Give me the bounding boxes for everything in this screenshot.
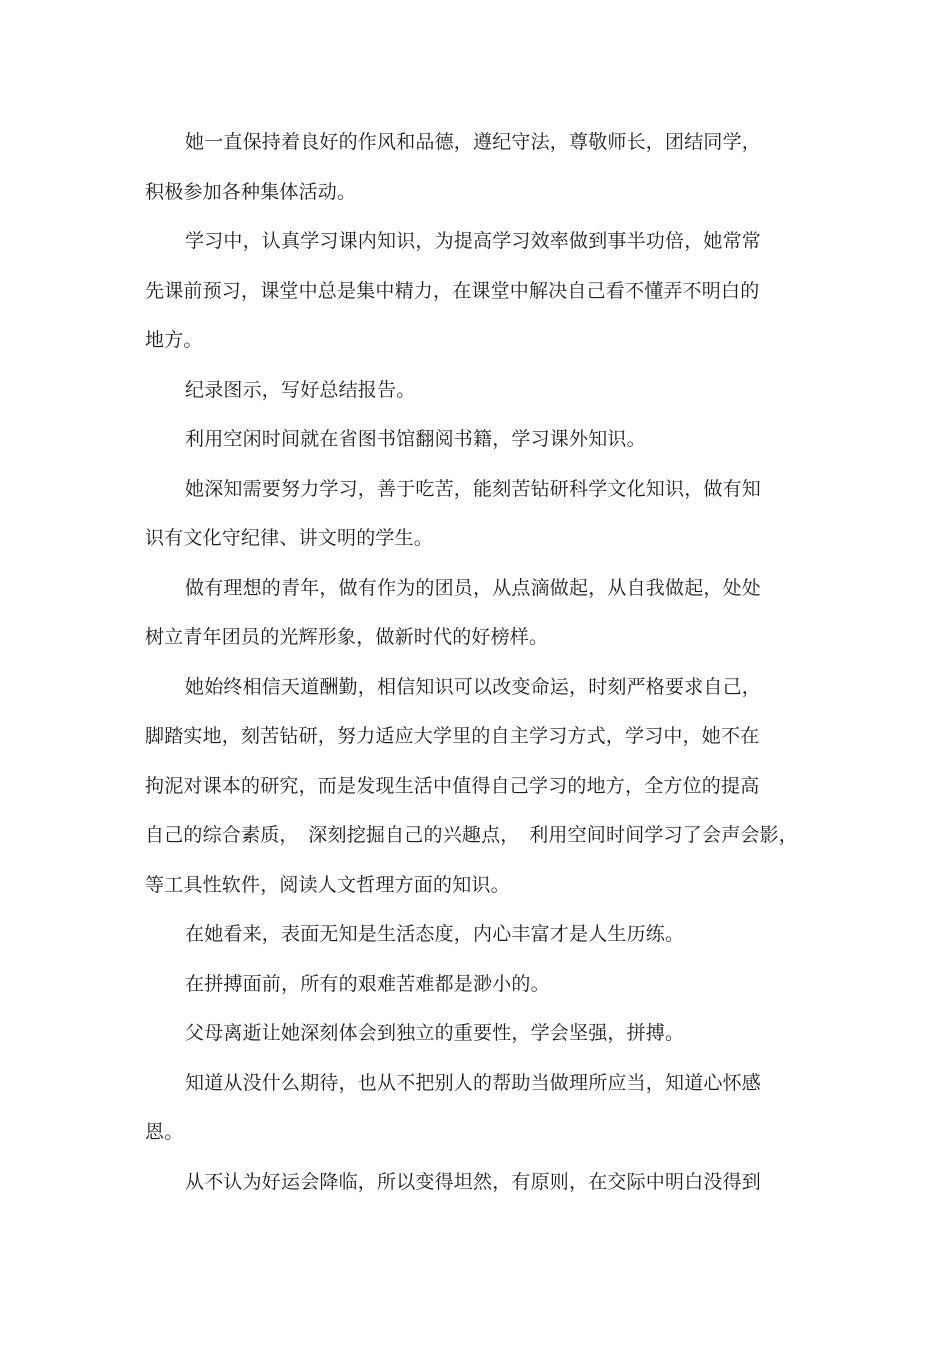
text-line: 先课前预习，课堂中总是集中精力，在课堂中解决自己看不懂弄不明白的 bbox=[145, 279, 760, 302]
text-line: 自己的综合素质， 深刻挖掘自己的兴趣点， 利用空间时间学习了会声会影， bbox=[145, 824, 799, 846]
text-line: 恩。 bbox=[145, 1121, 184, 1143]
text-line: 在她看来，表面无知是生活态度，内心丰富才是人生历练。 bbox=[185, 923, 685, 945]
text-line: 她始终相信天道酬勤，相信知识可以改变命运，时刻严格要求自己， bbox=[185, 675, 762, 698]
text-line: 知道从没什么期待，也从不把别人的帮助当做理所应当，知道心怀感 bbox=[185, 1071, 762, 1094]
text-line: 从不认为好运会降临，所以变得坦然，有原则，在交际中明白没得到 bbox=[185, 1170, 762, 1193]
document-body bbox=[145, 124, 799, 1213]
text-line: 在拼搏面前，所有的艰难苦难都是渺小的。 bbox=[185, 972, 550, 995]
text-line: 纪录图示，写好总结报告。 bbox=[185, 378, 416, 401]
text-line: 识有文化守纪律、讲文明的学生。 bbox=[145, 527, 434, 549]
text-line: 树立青年团员的光辉形象，做新时代的好榜样。 bbox=[145, 626, 549, 648]
text-line: 利用空闲时间就在省图书馆翻阅书籍，学习课外知识。 bbox=[185, 428, 646, 450]
text-line: 脚踏实地，刻苦钻研，努力适应大学里的自主学习方式，学习中，她不在 bbox=[145, 725, 760, 747]
text-line: 她一直保持着良好的作风和品德，遵纪守法，尊敬师长，团结同学， bbox=[185, 131, 762, 153]
text-line: 地方。 bbox=[145, 329, 203, 351]
text-line: 等工具性软件，阅读人文哲理方面的知识。 bbox=[145, 873, 510, 896]
text-line: 做有理想的青年，做有作为的团员，从点滴做起，从自我做起，处处 bbox=[185, 576, 762, 599]
text-line: 拘泥对课本的研究，而是发现生活中值得自己学习的地方，全方位的提高 bbox=[145, 774, 760, 797]
text-line: 积极参加各种集体活动。 bbox=[145, 180, 357, 203]
text-line: 她深知需要努力学习，善于吃苦，能刻苦钻研科学文化知识，做有知 bbox=[185, 477, 762, 500]
text-line: 学习中，认真学习课内知识，为提高学习效率做到事半功倍，她常常 bbox=[185, 230, 762, 252]
text-line: 父母离逝让她深刻体会到独立的重要性，学会坚强，拼搏。 bbox=[185, 1022, 685, 1044]
